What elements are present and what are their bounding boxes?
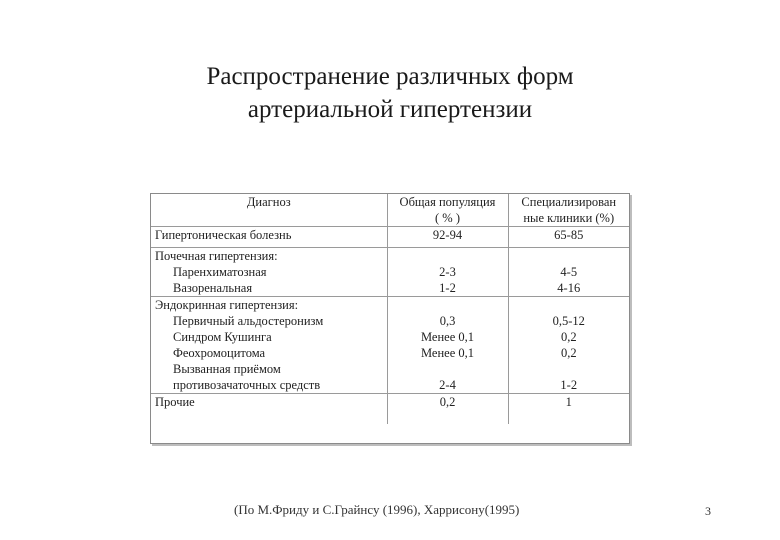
title-line-1: Распространение различных форм: [206, 63, 574, 90]
header-clinics-line-1: Специализирован: [521, 195, 617, 209]
row-label-aldosteronism: Первичный альдостеронизм: [173, 314, 324, 328]
row-label-vasorenal: Вазоренальная: [173, 281, 253, 295]
table-row: [151, 264, 629, 280]
row-label-other: Прочие: [151, 394, 387, 411]
row-general-hypertonic: 92-94: [387, 227, 508, 244]
row-clinics-contraceptive: 1-2: [508, 361, 629, 394]
row-general-vasorenal: 1-2: [387, 280, 508, 297]
table-row: [151, 248, 629, 265]
row-general-cushing: Менее 0,1: [387, 329, 508, 345]
table-row: [151, 280, 629, 297]
table-row: [151, 297, 629, 314]
table-row: [151, 361, 629, 394]
slide-title: [0, 60, 780, 126]
header-general-line-1: Общая популяция: [399, 195, 496, 209]
row-label-contraceptive-line-2: противозачаточных средств: [173, 378, 321, 392]
row-general-parenchymal: 2-3: [387, 264, 508, 280]
header-general-population: [387, 194, 508, 227]
row-label-pheochromocytoma: Феохромоцитома: [173, 346, 266, 360]
header-clinics-line-2: ные клиники (%): [523, 211, 615, 225]
row-clinics-cushing: 0,2: [508, 329, 629, 345]
row-general-contraceptive: 2-4: [387, 361, 508, 394]
table-row: [151, 227, 629, 244]
table-row: [151, 345, 629, 361]
row-label-cushing: Синдром Кушинга: [173, 330, 272, 344]
row-label-contraceptive-line-1: Вызванная приёмом: [173, 362, 281, 376]
row-label-hypertonic: Гипертоническая болезнь: [151, 227, 387, 244]
header-specialized-clinics: [508, 194, 629, 227]
header-general-line-2: ( % ): [435, 211, 460, 225]
row-label-contraceptive: [151, 361, 387, 394]
table-header-row: [151, 194, 629, 227]
source-citation: (По М.Фриду и С.Грайнсу (1996), Харрисону(1995): [234, 502, 520, 517]
row-general-pheochromocytoma: Менее 0,1: [387, 345, 508, 361]
header-diagnosis: Диагноз: [246, 195, 291, 209]
prevalence-table: [150, 193, 630, 444]
row-clinics-other: 1: [508, 394, 629, 411]
table-row: [151, 313, 629, 329]
group-label-renal: Почечная гипертензия:: [151, 248, 387, 265]
row-clinics-vasorenal: 4-16: [508, 280, 629, 297]
row-clinics-aldosteronism: 0,5-12: [508, 313, 629, 329]
row-clinics-parenchymal: 4-5: [508, 264, 629, 280]
group-label-endocrine: Эндокринная гипертензия:: [151, 297, 387, 314]
table-row: [151, 394, 629, 411]
table-row: [151, 329, 629, 345]
row-label-parenchymal: Паренхиматозная: [173, 265, 267, 279]
row-general-aldosteronism: 0,3: [387, 313, 508, 329]
row-clinics-hypertonic: 65-85: [508, 227, 629, 244]
title-line-2: артериальной гипертензии: [247, 96, 533, 123]
row-general-other: 0,2: [387, 394, 508, 411]
page-number: 3: [705, 504, 711, 518]
row-clinics-pheochromocytoma: 0,2: [508, 345, 629, 361]
